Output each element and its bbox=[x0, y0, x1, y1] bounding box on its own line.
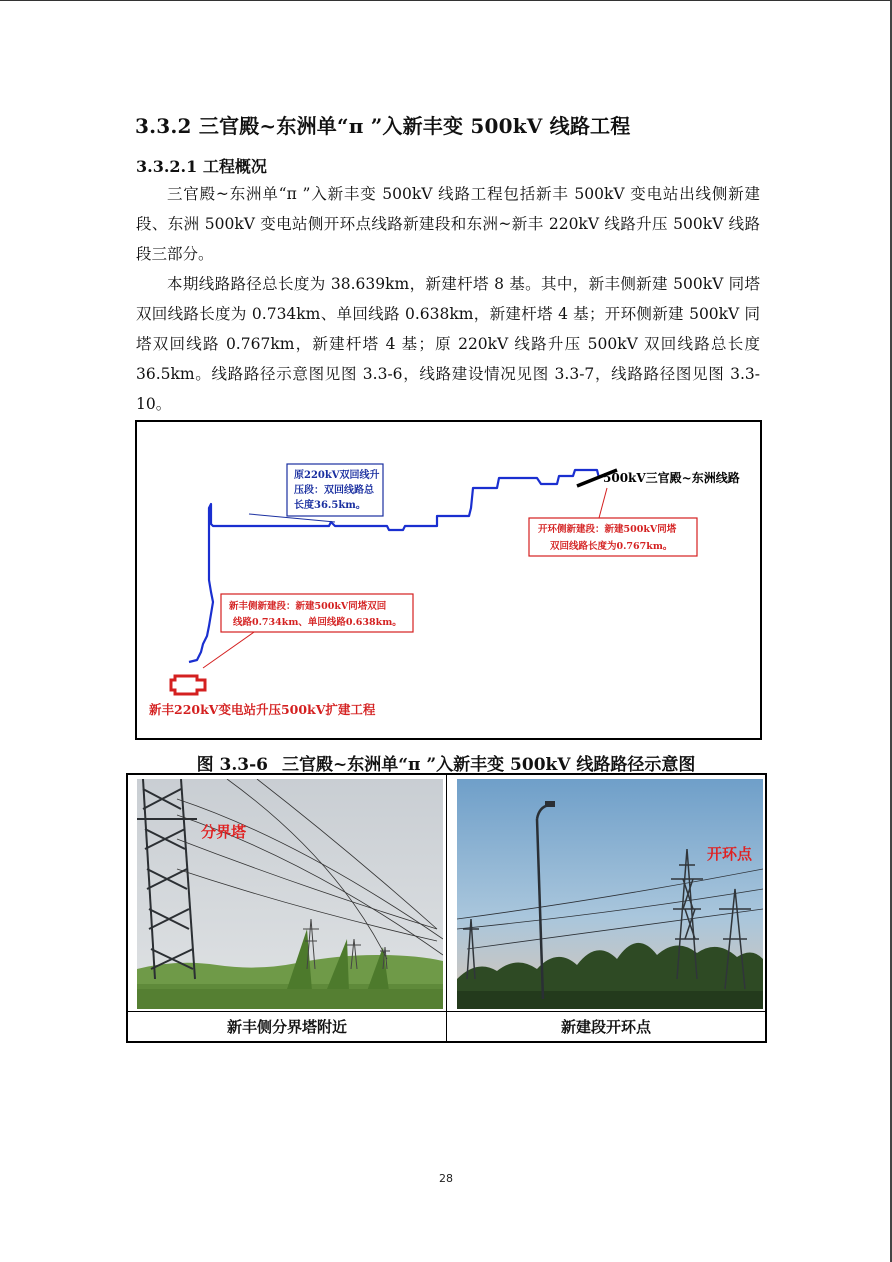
substation-icon bbox=[171, 676, 205, 694]
photo-open-loop-point bbox=[457, 779, 763, 1009]
substation-label: 新丰220kV变电站升压500kV扩建工程 bbox=[149, 702, 376, 717]
table-divider-vertical bbox=[446, 775, 447, 1041]
callout-open-loop-line1: 开环侧新建段：新建500kV同塔 bbox=[538, 524, 677, 535]
callout-xinfeng-line2: 线路0.734km、单回线路0.638km。 bbox=[233, 617, 402, 628]
line-name-label: 500kV三官殿~东洲线路 bbox=[603, 471, 740, 485]
callout-upgrade-line1: 原220kV双回线升 bbox=[294, 470, 380, 481]
figure-caption bbox=[0, 750, 892, 775]
figure-number: 图 3.3-6 bbox=[196, 755, 268, 775]
page-number: 28 bbox=[439, 1172, 453, 1185]
top-rule bbox=[0, 0, 892, 1]
figure-title: 三官殿~东洲单“π ”入新丰变 500kV 线路路径示意图 bbox=[281, 755, 696, 775]
route-line bbox=[189, 470, 599, 662]
paragraph-length: 本期线路路径总长度为 38.639km，新建杆塔 8 基。其中，新丰侧新建 500kV 同塔双回线路长度为 0.734km、单回线路 0.638km，新建杆塔 4 基；开环侧新建 500kV 同塔双回线路 0.767km，新建杆塔 4 基；原 220kV 线路升压 500kV 双回线路总长度 36.5km。线路路径示意图见图 3.3-6，线路建设情况见图 3.3-7，线路路径图见图 3.3-10。 bbox=[136, 275, 760, 413]
photo-caption-right: 新建段开环点 bbox=[560, 1018, 651, 1036]
route-diagram-svg bbox=[137, 422, 760, 738]
photo-table bbox=[126, 773, 767, 1043]
section-heading: 3.3.2 三官殿~东洲单“π ”入新丰变 500kV 线路工程 bbox=[135, 114, 631, 138]
callout-upgrade-line3: 长度36.5km。 bbox=[294, 500, 366, 511]
photo-overlay-open-loop: 开环点 bbox=[707, 845, 753, 863]
callout-upgrade-line2: 压段：双回线路总 bbox=[294, 485, 374, 496]
callout-xinfeng-line1: 新丰侧新建段：新建500kV同塔双回 bbox=[229, 601, 387, 612]
paragraph-overview: 三官殿~东洲单“π ”入新丰变 500kV 线路工程包括新丰 500kV 变电站出线侧新建段、东洲 500kV 变电站侧开环点线路新建段和东洲~新丰 220kV 线路升压 500kV 线路段三部分。 bbox=[136, 185, 760, 263]
route-diagram bbox=[135, 420, 762, 740]
table-divider-horizontal bbox=[128, 1011, 765, 1012]
callout-pointer-xinfeng bbox=[203, 630, 257, 668]
callout-open-loop-line2: 双回线路长度为0.767km。 bbox=[550, 541, 673, 552]
photo-caption-left: 新丰侧分界塔附近 bbox=[226, 1018, 347, 1036]
subsection-heading: 3.3.2.1 工程概况 bbox=[136, 157, 267, 176]
photo-overlay-boundary-tower: 分界塔 bbox=[201, 823, 247, 841]
callout-pointer-open-loop bbox=[599, 488, 607, 518]
photo-boundary-tower bbox=[137, 779, 443, 1009]
